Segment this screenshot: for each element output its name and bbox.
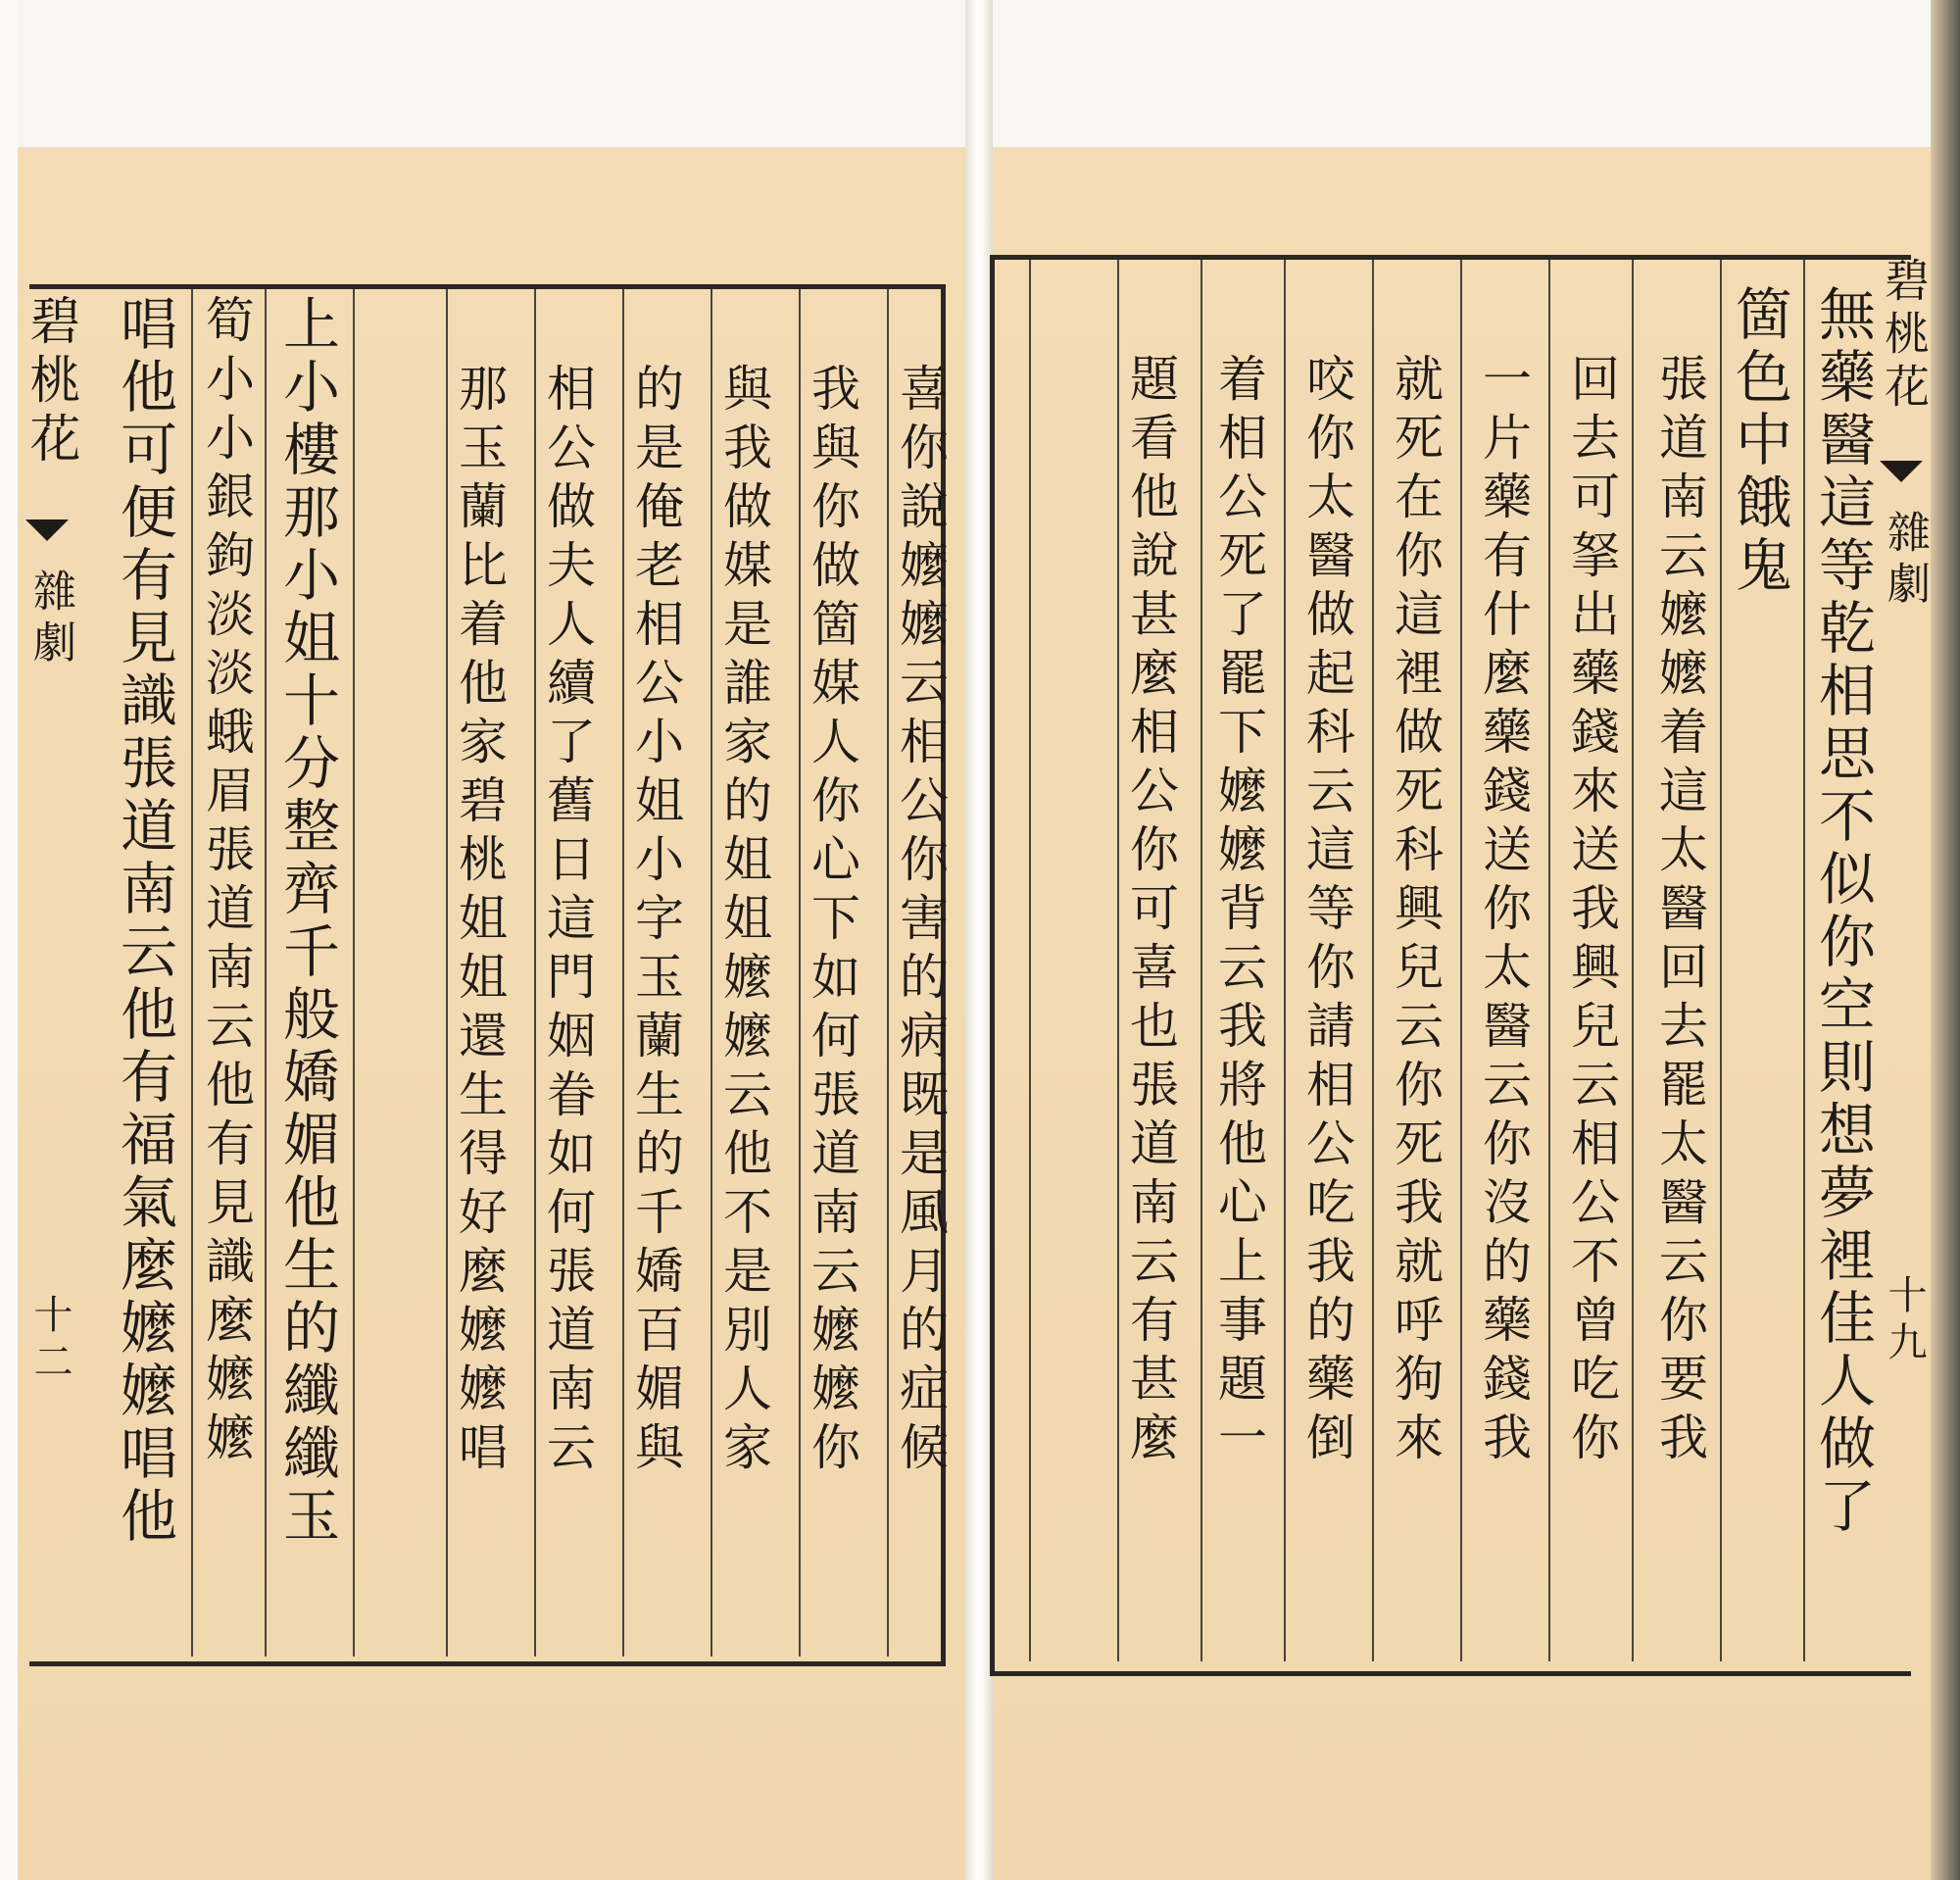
column-rule [1372,260,1374,1661]
text-column: 的是俺老相公小姐小字玉蘭生的千嬌百媚與 [627,363,684,1480]
book-edge-shadow [1931,0,1960,1880]
text-column: 筍小小銀鉤淡淡蛾眉張道南云他有見識麼嬤嬤 [198,294,255,1470]
column-rule [1029,260,1031,1661]
text-column: 喜你說嬤嬤云相公你害的病既是風月的症候 [892,363,949,1480]
text-column: 回去可拏出藥錢來送我興兒云相公不曾吃你 [1563,353,1620,1470]
column-rule [1720,260,1722,1661]
column-rule [1548,260,1550,1661]
aria-column: 上小樓那小姐十分整齊千般嬌媚他生的纖纖玉 [273,294,340,1549]
column-rule [799,289,801,1657]
left-margin-folio: 十二 [27,1294,73,1388]
text-column: 那玉蘭比着他家碧桃姐姐還生得好麼嬤嬤唱 [451,363,508,1480]
column-rule [1460,260,1462,1661]
text-column: 着相公死了罷下嬤嬤背云我將他心上事題一 [1210,353,1267,1470]
column-rule [265,289,267,1657]
text-column: 咬你太醫做起科云這等你請相公吃我的藥倒 [1298,353,1355,1470]
column-rule [191,289,193,1657]
right-margin-folio: 十九 [1882,1274,1927,1368]
text-column: 就死在你這裡做死科興兒云你死我就呼狗來 [1387,353,1444,1470]
column-rule [887,289,889,1657]
fish-tail-mark-left [25,519,69,541]
left-margin-section: 雜劇 [25,569,75,670]
top-blank-paper-left [18,0,973,147]
aria-column: 無藥醫這等乾相思不似你空則想夢裡佳人做了 [1809,284,1876,1539]
column-rule [1200,260,1202,1661]
left-margin-title: 碧桃花 [21,294,79,470]
top-blank-paper-right [985,0,1960,147]
text-column: 一片藥有什麼藥錢送你太醫云你沒的藥錢我 [1475,353,1532,1470]
right-margin-section: 雜劇 [1880,510,1930,612]
column-rule [446,289,448,1657]
text-column: 題看他說甚麼相公你可喜也張道南云有甚麼 [1122,353,1179,1470]
column-rule [353,289,355,1657]
column-rule [1803,260,1805,1661]
column-rule [1117,260,1119,1661]
text-column: 張道南云嬤嬤着這太醫回去罷太醫云你要我 [1651,353,1708,1470]
text-column: 箇色中餓鬼 [1726,284,1792,598]
fish-tail-mark-right [1880,461,1923,482]
column-rule [710,289,712,1657]
column-rule [534,289,536,1657]
text-column: 與我做媒是誰家的姐姐嬤嬤云他不是別人家 [715,363,772,1480]
column-rule [1284,260,1286,1661]
book-gutter [965,0,993,1880]
text-column: 唱他可便有見識張道南云他有福氣麼嬤嬤唱他 [111,294,177,1549]
column-rule [1632,260,1634,1661]
right-margin-title: 碧桃花 [1878,257,1931,416]
text-column: 我與你做箇媒人你心下如何張道南云嬤嬤你 [804,363,860,1480]
column-rule [622,289,624,1657]
text-column: 相公做夫人續了舊日這門姻眷如何張道南云 [539,363,596,1480]
